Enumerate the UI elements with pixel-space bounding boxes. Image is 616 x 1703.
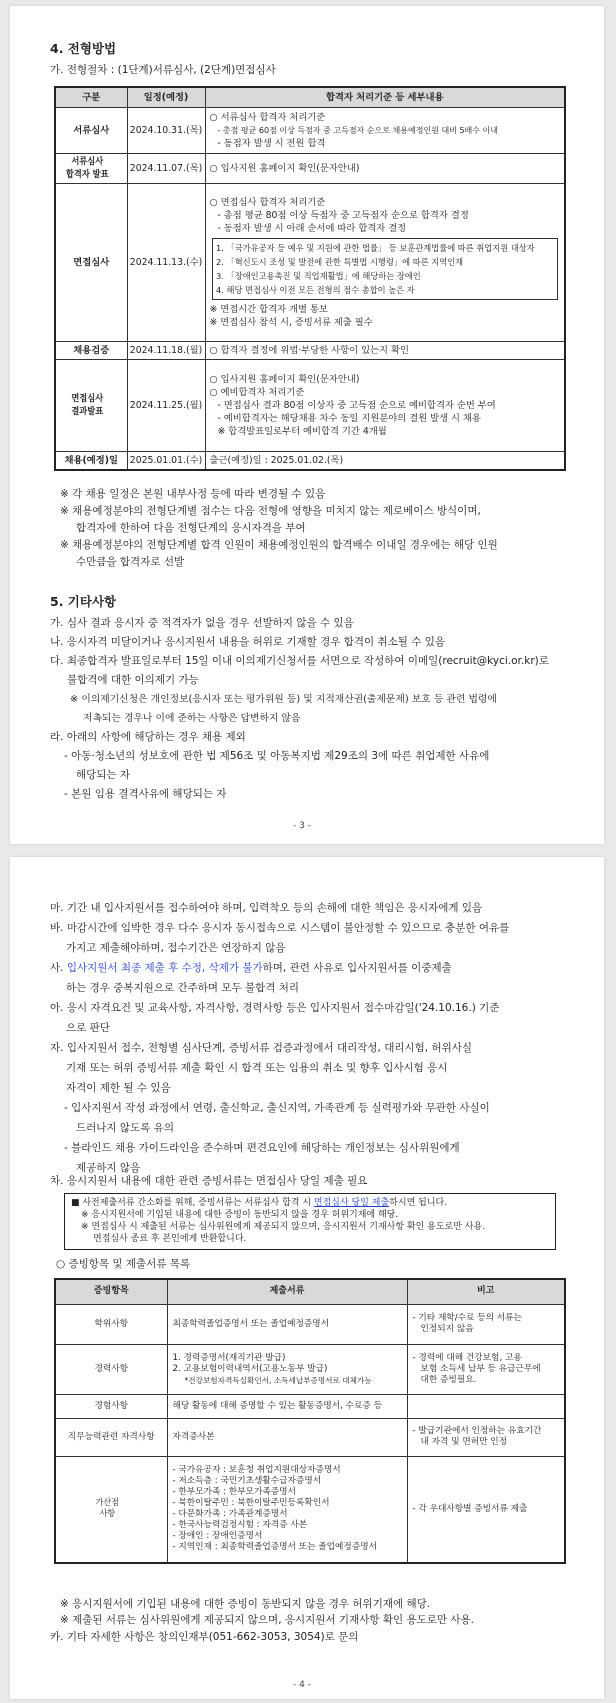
document-line: 1. 경력증명서(재직기관 발급) (172, 1352, 286, 1363)
notice-line: 면접심사 종료 후 본인에게 반환합니다. (93, 1234, 247, 1244)
remarks-cell (407, 1394, 565, 1418)
item-text: 하며, 관련 사유로 입사지원서를 이중제출 (262, 962, 452, 974)
schedule-note: 합격자에 한하여 다음 전형단계의 응시자격을 부여 (76, 522, 306, 534)
table-row (55, 1394, 565, 1418)
details-cell: ○ 합격자 결정에 위법·부당한 사항이 있는지 확인 (205, 341, 565, 359)
date-cell: 2024.11.18.(월) (127, 341, 205, 359)
documents-cell (167, 1344, 407, 1394)
other-item: - 아동·청소년의 성보호에 관한 법 제56조 및 아동복지법 제29조의 3에 따른 취업제한 사유에 (64, 750, 490, 762)
table-row (55, 341, 565, 359)
notice-text: 하시면 됩니다. (389, 1198, 448, 1208)
other-item: - 입사지원서 작성 과정에서 연령, 출신학교, 출신지역, 가족관계 등 실력평가와 무관한 사실이 (64, 1102, 490, 1114)
header-item: 증빙항목 (55, 1279, 167, 1304)
notice-text: ■ 사전제출서류 간소화를 위해, 증빙서류는 서류심사 합격 시 (71, 1198, 314, 1208)
item-line: 가산점 (95, 1498, 119, 1509)
schedule-note: ※ 채용예정분야의 전형단계별 점수는 다음 전형에 영향을 미치지 않는 제로베이스 방식이며, (60, 505, 481, 517)
header-schedule: 일정(예정) (127, 87, 205, 107)
header-documents: 제출서류 (167, 1279, 407, 1304)
other-item: ※ 이의제기신청은 개인정보(응시자 또는 평가위원 등) 및 지적재산권(출제문제) 보호 등 관련 법령에 (70, 694, 497, 705)
other-item: 자격이 제한 될 수 있음 (66, 1082, 171, 1094)
date-cell: 2024.11.25.(월) (127, 359, 205, 451)
date-cell: 2024.11.13.(수) (127, 183, 205, 341)
highlighted-text: 면접심사 당일 제출 (313, 1198, 390, 1208)
stage-cell: 채용(예정)일 (55, 451, 127, 470)
section-heading-selection-method: 4. 전형방법 (50, 41, 117, 56)
other-item: 자. 입사지원서 접수, 전형별 심사단계, 증빙서류 검증과정에서 대리작성, 대리시험, 허위사실 (50, 1042, 473, 1054)
detail-line: - 총점 평균 60점 이상 득점자 중 고득점자 순으로 채용예정인원 대비 5배수 이내 (217, 125, 499, 135)
other-item: 가. 심사 결과 응시자 중 적격자가 없을 경우 선발하지 않을 수 있음 (50, 617, 354, 629)
table-row (55, 451, 565, 470)
detail-line: ○ 면접심사 합격자 처리기준 (209, 196, 326, 208)
table-row (55, 1456, 565, 1563)
table-row (55, 359, 565, 451)
other-item: 불합격에 대한 이의제기 가능 (67, 674, 199, 686)
item-cell: 경험사항 (55, 1394, 167, 1418)
detail-line: - 면접심사 결과 80점 이상자 중 고득점 순으로 예비합격자 순번 부여 (217, 399, 496, 411)
contact-info: 카. 기타 자세한 사항은 창의인재부(051-662-3053, 3054)로 문의 (50, 1631, 359, 1643)
table-row (55, 1418, 565, 1456)
criteria-item: 1. 「국가유공자 등 예우 및 지원에 관한 법률」 등 보훈관계법률에 따른 취업지원 대상자 (215, 242, 535, 253)
stage-cell (55, 359, 127, 451)
detail-line: - 동점자 발생 시 전원 합격 (217, 137, 326, 149)
other-item: 마. 기간 내 입사지원서를 접수하여야 하며, 입력착오 등의 손해에 대한 책임은 응시자에게 있음 (50, 902, 483, 914)
document-line: - 지역인재 : 최종학력졸업증명서 또는 졸업예정증명서 (172, 1542, 377, 1553)
remarks-cell (407, 1304, 565, 1344)
detail-line: - 총점 평균 80점 이상 득점자 중 고득점자 순으로 합격자 결정 (217, 209, 469, 221)
detail-note: ※ 면접심사 참석 시, 증빙서류 제출 필수 (209, 316, 373, 328)
other-item: 바. 마감시간에 임박한 경우 다수 응시자 동시접속으로 시스템이 불안정할 수 있으므로 충분한 여유를 (50, 922, 510, 934)
date-cell: 2024.11.07.(목) (127, 153, 205, 183)
highlighted-text: 입사지원서 최종 제출 후 수정, 삭제가 불가 (66, 962, 263, 974)
table-row (55, 1344, 565, 1394)
documents-cell: 해당 활동에 대해 증명할 수 있는 활동증명서, 수료증 등 (167, 1394, 407, 1418)
stage-line: 면접심사 (71, 393, 104, 404)
other-item: 나. 응시자격 미달이거나 응시지원서 내용을 허위로 기재할 경우 합격이 취소될 수 있음 (50, 636, 446, 648)
detail-note: ※ 면접시간 합격자 개별 통보 (209, 303, 328, 315)
item-cell: 학위사항 (55, 1304, 167, 1344)
notice-line: ※ 응시지원서에 기입된 내용에 대한 증빙이 동반되지 않을 경우 허위기재에 해당. (81, 1210, 399, 1220)
other-item: 라. 아래의 사항에 해당하는 경우 채용 제외 (50, 731, 246, 743)
date-cell: 2024.10.31.(목) (127, 107, 205, 153)
detail-line: ○ 입사지원 홈페이지 확인(문자안내) (209, 373, 360, 385)
documents-cell: 자격증사본 (167, 1418, 407, 1456)
document-line: - 북한이탈주민 : 북한이탈주민등록확인서 (172, 1498, 330, 1509)
other-item: 가지고 제출해야하며, 접수기간은 연장하지 않음 (66, 942, 286, 954)
remark-line: 내 자격 및 면허만 인정 (420, 1437, 508, 1447)
detail-line: - 동점자 발생 시 아래 순서에 따라 합격자 결정 (217, 222, 407, 234)
table-header-row (55, 1279, 565, 1304)
detail-line: ※ 합격발표일로부터 예비합격 기간 4개월 (217, 425, 387, 437)
documents-cell: 최종학력졸업증명서 또는 졸업예정증명서 (167, 1304, 407, 1344)
item-prefix: 사. (50, 962, 64, 974)
document-line: - 한국사능력검정시험 : 자격증 사본 (172, 1520, 308, 1531)
documents-cell (167, 1456, 407, 1563)
notice-line (71, 1197, 549, 1209)
schedule-note: ※ 채용예정분야의 전형단계별 합격 인원이 채용예정인원의 합격배수 이내일 경우에는 해당 인원 (60, 539, 498, 551)
other-item: 하는 경우 중복지원으로 간주하며 모두 불합격 처리 (66, 982, 300, 994)
documents-note: ※ 제출된 서류는 심사위원에게 제공되지 않으며, 응시지원서 기재사항 확인 용도로만 사용. (60, 1614, 474, 1626)
item-cell: 경력사항 (55, 1344, 167, 1394)
other-item: - 본원 임용 결격사유에 해당되는 자 (64, 788, 227, 800)
stage-cell: 채용검증 (55, 341, 127, 359)
item-cell: 직무능력관련 자격사항 (55, 1418, 167, 1456)
table-row (55, 107, 565, 153)
details-cell: ○ 입사지원 홈페이지 확인(문자안내) (205, 153, 565, 183)
other-item: 저촉되는 경우나 이에 준하는 사항은 답변하지 않음 (83, 713, 301, 724)
criteria-item: 2. 「혁신도시 조성 및 발전에 관한 특별법 시행령」에 따른 지역인재 (215, 256, 463, 267)
other-item: 제공하지 않음 (76, 1162, 141, 1174)
remarks-cell (407, 1418, 565, 1456)
stage-line: 결과발표 (71, 406, 104, 417)
item-cell (55, 1456, 167, 1563)
other-item: 아. 응시 자격요건 및 교육사항, 자격사항, 경력사항 등은 입사지원서 접수마감일('24.10.16.) 기준 (50, 1002, 500, 1014)
other-item (50, 962, 452, 975)
remark-line: - 경력에 대해 건강보험, 고용 (412, 1352, 522, 1363)
table-row (55, 1304, 565, 1344)
other-item: - 블라인드 채용 가이드라인을 준수하며 편견요인에 해당하는 개인정보는 심사위원에게 (64, 1142, 460, 1154)
stage-line: 합격자 발표 (65, 169, 109, 180)
stage-cell (55, 153, 127, 183)
schedule-note: 수만큼을 합격자로 선발 (76, 556, 185, 568)
other-item: 기재 또는 허위 증빙서류 제출 확인 시 합격 또는 임용의 취소 및 향후 입사시험 응시 (66, 1062, 448, 1074)
remark-line: - 기타 재학/수료 등의 서류는 (412, 1313, 522, 1323)
other-item: 다. 최종합격자 발표일로부터 15일 이내 이의제기신청서를 서면으로 작성하여 이메일(recruit@kyci.or.kr)로 (50, 655, 549, 667)
documents-note: ※ 응시지원서에 기입된 내용에 대한 증빙이 동반되지 않을 경우 허위기재에 해당. (60, 1598, 431, 1610)
stage-cell: 면접심사 (55, 183, 127, 341)
remarks-cell (407, 1344, 565, 1394)
page-number: - 3 - (293, 821, 311, 831)
other-item: 드러나지 않도록 유의 (76, 1122, 174, 1134)
remark-line: - 발급기관에서 인정하는 유효기간 (412, 1426, 542, 1436)
item-line: 사항 (99, 1509, 116, 1520)
table-row (55, 153, 565, 183)
stage-line: 서류심사 (71, 156, 104, 167)
detail-line: ○ 서류심사 합격자 처리기준 (209, 111, 326, 123)
remarks-cell: - 각 우대사항별 증빙서류 제출 (407, 1456, 565, 1563)
schedule-note: ※ 각 채용 일정은 본원 내부사정 등에 따라 변경될 수 있음 (60, 488, 326, 500)
document-line: - 장애인 : 장애인증명서 (172, 1531, 263, 1542)
details-cell: 출근(예정)일 : 2025.01.02.(목) (205, 451, 565, 470)
other-item: 차. 응시지원서 내용에 대한 관련 증빙서류는 면접심사 당일 제출 필요 (50, 1175, 368, 1187)
document-line: 2. 고용보험이력내역서(고용노동부 발급) (172, 1363, 328, 1374)
date-cell: 2025.01.01.(수) (127, 451, 205, 470)
remark-line: 인정되지 않음 (420, 1324, 474, 1334)
header-remarks: 비고 (407, 1279, 565, 1304)
criteria-item: 4. 해당 면접심사 이전 모든 전형의 점수 총합이 높은 자 (215, 284, 415, 295)
details-cell (205, 359, 565, 451)
notice-line: ※ 면접심사 시 제출된 서류는 심사위원에게 제공되지 않으며, 응시지원서 기재사항 확인 용도로만 사용. (81, 1222, 486, 1232)
details-cell (205, 183, 565, 341)
table-header-row (55, 87, 565, 107)
criteria-item: 3. 「장애인고용촉진 및 직업재활법」에 해당하는 장애인 (215, 270, 421, 281)
remark-line: 대한 증빙필요. (420, 1374, 477, 1385)
document-line: - 한부모가족 : 한부모가족증명서 (172, 1487, 296, 1498)
document-line: - 국가유공자 : 보훈청 취업지원대상자증명서 (172, 1465, 341, 1476)
document-line: *건강보험자격득실확인서, 소득세납부증명서로 대체가능 (184, 1375, 372, 1385)
documents-list-title: ○ 증빙항목 및 제출서류 목록 (56, 1258, 191, 1270)
details-cell (205, 107, 565, 153)
document-submission-notice-box (64, 1193, 556, 1250)
required-documents-table (54, 1278, 566, 1564)
document-line: - 저소득층 : 국민기초생활수급자증명서 (172, 1476, 322, 1487)
header-details: 합격자 처리기준 등 세부내용 (205, 87, 565, 107)
detail-line: - 예비합격자는 해당채용 차수 동일 지원분야의 결원 발생 시 채용 (217, 412, 481, 424)
document-page-3 (10, 6, 604, 844)
stage-cell: 서류심사 (55, 107, 127, 153)
page-number: - 4 - (293, 1680, 311, 1690)
other-item: 해당되는 자 (76, 769, 131, 781)
header-stage: 구분 (55, 87, 127, 107)
other-item: 으로 판단 (66, 1022, 110, 1034)
selection-schedule-table (54, 86, 566, 471)
section-heading-other-matters: 5. 기타사항 (50, 594, 117, 609)
selection-procedure-text: 가. 전형절차 : (1단계)서류심사, (2단계)면접심사 (50, 64, 276, 76)
detail-line: ○ 예비합격자 처리기준 (209, 386, 305, 398)
table-row (55, 183, 565, 341)
tiebreak-criteria-box (212, 238, 559, 300)
document-line: - 다문화가족 : 가족관계증명서 (172, 1509, 288, 1520)
remark-line: 보험 소득세 납부 등 유급근무에 (420, 1363, 541, 1374)
document-page-4 (10, 857, 604, 1699)
